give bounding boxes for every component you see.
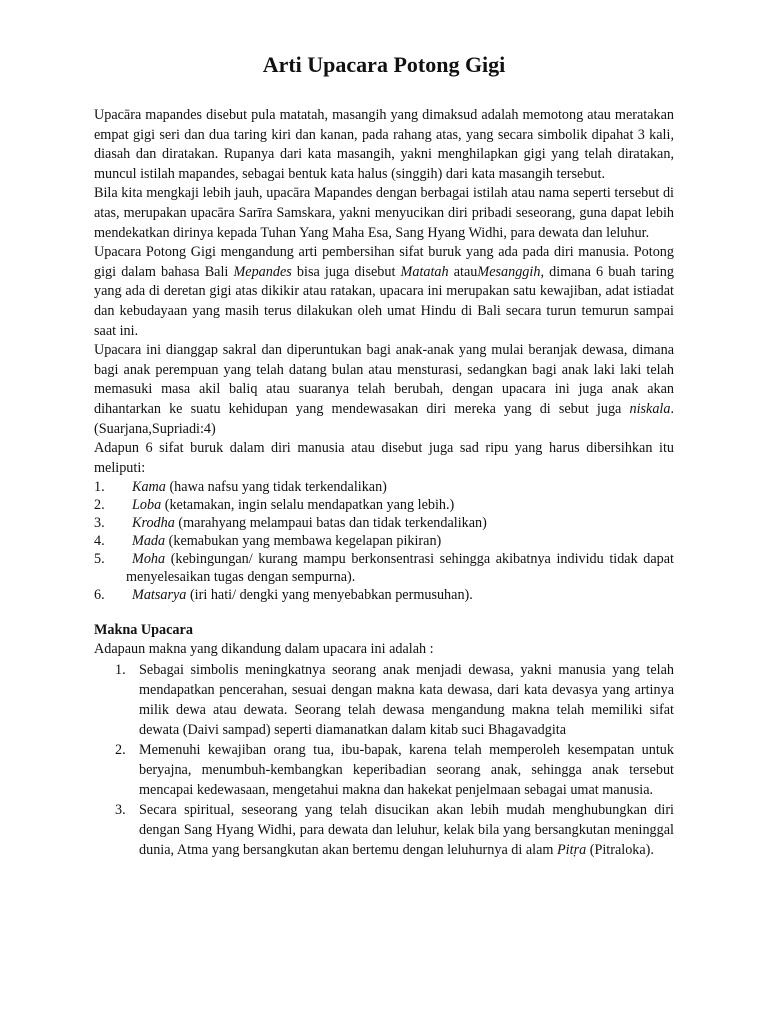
text-run: Upacara Potong Gigi mengandung arti pembersihan sifat buruk yang ada pada diri manusia. Potong gigi dalam bahasa Bali <box>94 244 674 280</box>
list-number: 5. <box>94 551 105 568</box>
list-text: (iri hati/ dengki yang menyebabkan permusuhan). <box>186 587 473 604</box>
paragraph-sad-ripu-intro: Adapun 6 sifat buruk dalam diri manusia atau disebut juga sad ripu yang harus dibersihkan itu meliputi: <box>94 440 674 476</box>
list-number: 6. <box>94 587 105 604</box>
italic-term: Matatah <box>400 263 449 280</box>
paragraph-sacred <box>94 341 674 439</box>
section-heading: Makna Upacara <box>94 622 193 639</box>
list-text: (kebingungan/ kurang mampu berkonsentrasi sehingga akibatnya individu tidak dapat menyelesaikan tugas dengan sempurna). <box>126 551 674 586</box>
italic-term: Mada <box>132 533 166 550</box>
list-item <box>115 740 674 800</box>
list-text: (hawa nafsu yang tidak terkendalikan) <box>165 479 387 496</box>
list-number: 2. <box>115 741 126 758</box>
list-text: (Pitraloka). <box>586 841 654 858</box>
paragraph-meaning <box>94 243 674 341</box>
list-item <box>94 478 674 496</box>
text-run: , dimana 6 buah taring yang ada di deretan gigi atas dikikir atau ratakan, upacara ini merupakan satu kewajiban, adat istiadat dan kebudayaan yang masih terus dilakukan oleh umat Hindu di Bali secara turun temurun sampai saat ini. <box>94 263 674 339</box>
list-number: 2. <box>94 497 105 514</box>
text-run: Upacara ini dianggap sakral dan diperuntukan bagi anak-anak yang mulai beranjak dewasa, dimana bagi anak perempuan yang telah datang bulan atau mensturasi, sedangkan bagi anak laki laki telah memasuki masa akil baliq atau suaranya telah berubah, dengan upacara ini juga anak akan dihantarkan ke suatu kehidupan yang mendewasakan diri mereka yang di sebut juga <box>94 342 674 417</box>
paragraph-definition: Upacāra mapandes disebut pula matatah, masangih yang dimaksud adalah memotong atau meratakan empat gigi seri dan dua taring kiri dan kanan, pada rahang atas, yang secara simbolik dipahat 3 kali, diasah dan diratakan. Rupanya dari kata masangih, yakni menghilapkan gigi yang telah diratakan, muncul istilah mapandes, sebagai bentuk kata halus (singgih) dari kata masangih tersebut. <box>94 107 674 182</box>
italic-term: Pitṛa <box>557 841 587 858</box>
list-number: 3. <box>115 801 126 818</box>
list-item <box>115 800 674 860</box>
italic-term: Moha <box>132 551 166 568</box>
list-number: 1. <box>94 479 105 496</box>
page-title: Arti Upacara Potong Gigi <box>262 52 506 77</box>
italic-term: Matsarya <box>132 587 187 604</box>
list-item <box>94 550 674 586</box>
text-run: bisa juga disebut <box>291 263 401 280</box>
italic-term: Loba <box>132 497 162 514</box>
makna-intro: Adapaun makna yang dikandung dalam upacara ini adalah : <box>94 641 434 658</box>
makna-list <box>94 660 674 860</box>
list-number: 3. <box>94 515 105 532</box>
text-run: atau <box>448 263 478 280</box>
list-item <box>94 496 674 514</box>
list-number: 4. <box>94 533 105 550</box>
list-text: Secara spiritual, seseorang yang telah disucikan akan lebih mudah menghubungkan diri dengan Sang Hyang Widhi, para dewata dan leluhur, kelak bila yang bersangkutan meninggal dunia, Atma yang bersangkutan akan bertemu dengan leluhurnya di alam <box>139 801 674 858</box>
sad-ripu-list <box>94 478 674 604</box>
list-text: (ketamakan, ingin selalu mendapatkan yang lebih.) <box>161 497 455 514</box>
list-number: 1. <box>115 661 126 678</box>
list-item <box>115 660 674 740</box>
list-text: (kemabukan yang membawa kegelapan pikiran) <box>165 533 442 550</box>
list-item <box>94 532 674 550</box>
italic-term: niskala <box>629 400 671 417</box>
list-text: Memenuhi kewajiban orang tua, ibu-bapak, karena telah memperoleh kesempatan untuk beryajna, menumbuh-kembangkan keperibadian seorang anak, sehingga anak tersebut mencapai kedewasaan, mengetahui makna dan hakekat penjelmaan sebagai umat manusia. <box>139 741 674 798</box>
list-item <box>94 514 674 532</box>
italic-term: Kama <box>132 479 166 496</box>
list-item <box>94 586 674 604</box>
list-text: Sebagai simbolis meningkatnya seorang anak menjadi dewasa, yakni manusia yang telah mendapatkan pencerahan, sesuai dengan makna kata dewasa, dari kata devasya yang artinya milik dewa atau dewata. Seorang telah dewasa mengandung makna telah memiliki sifat dewata (Daivi sampad) seperti diamanatkan dalam kitab suci Bhagavadgita <box>139 661 674 738</box>
list-text: (marahyang melampaui batas dan tidak terkendalikan) <box>174 515 487 532</box>
italic-term: Mepandes <box>233 263 292 280</box>
text-run: .(Suarjana,Supriadi:4) <box>94 400 674 437</box>
paragraph-samskara: Bila kita mengkaji lebih jauh, upacāra Mapandes dengan berbagai istilah atau nama seperti tersebut di atas, merupakan upacāra Sarīra Samskara, yakni menyucikan diri pribadi seseorang, guna dapat lebih mendekatkan dirinya kepada Tuhan Yang Maha Esa, Sang Hyang Widhi, para dewata dan leluhur. <box>94 185 674 241</box>
italic-term: Krodha <box>132 515 175 532</box>
italic-term: Mesanggih <box>477 263 541 280</box>
